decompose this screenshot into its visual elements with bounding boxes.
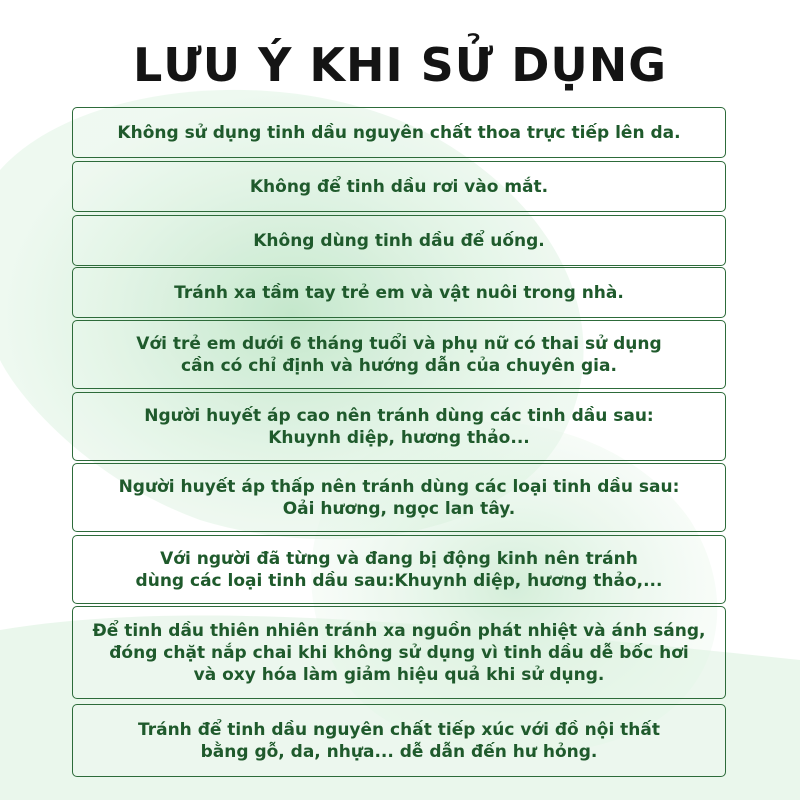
- note-text: Tránh để tinh dầu nguyên chất tiếp xúc với đồ nội thất bằng gỗ, da, nhựa... dễ dẫn đến hư hỏng.: [137, 719, 661, 762]
- page-title: LƯU Ý KHI SỬ DỤNG: [132, 38, 668, 92]
- note-text: Với người đã từng và đang bị động kinh nên tránh dùng các loại tinh dầu sau:Khuynh diệp, hương thảo,...: [135, 548, 663, 591]
- note-box: [72, 161, 726, 212]
- note-text: Không dùng tinh dầu để uống.: [253, 230, 545, 251]
- note-box: [72, 704, 726, 777]
- note-text: Không để tinh dầu rơi vào mắt.: [249, 176, 549, 197]
- note-box: [72, 267, 726, 318]
- note-box: [72, 535, 726, 604]
- note-box: [72, 320, 726, 389]
- note-text: Tránh xa tầm tay trẻ em và vật nuôi trong nhà.: [174, 282, 624, 303]
- note-box: [72, 107, 726, 158]
- note-text: Người huyết áp thấp nên tránh dùng các loại tinh dầu sau: Oải hương, ngọc lan tây.: [118, 476, 680, 519]
- note-text: Để tinh dầu thiên nhiên tránh xa nguồn phát nhiệt và ánh sáng, đóng chặt nắp chai khi không sử dụng vì tinh dầu dễ bốc hơi và oxy hóa làm giảm hiệu quả khi sử dụng.: [92, 620, 706, 685]
- note-text: Không sử dụng tinh dầu nguyên chất thoa trực tiếp lên da.: [117, 122, 681, 143]
- note-box: [72, 392, 726, 461]
- note-box: [72, 215, 726, 266]
- note-box: [72, 606, 726, 699]
- note-text: Người huyết áp cao nên tránh dùng các tinh dầu sau: Khuynh diệp, hương thảo...: [144, 405, 654, 448]
- note-text: Với trẻ em dưới 6 tháng tuổi và phụ nữ có thai sử dụng cần có chỉ định và hướng dẫn của chuyên gia.: [136, 333, 662, 376]
- note-box: [72, 463, 726, 532]
